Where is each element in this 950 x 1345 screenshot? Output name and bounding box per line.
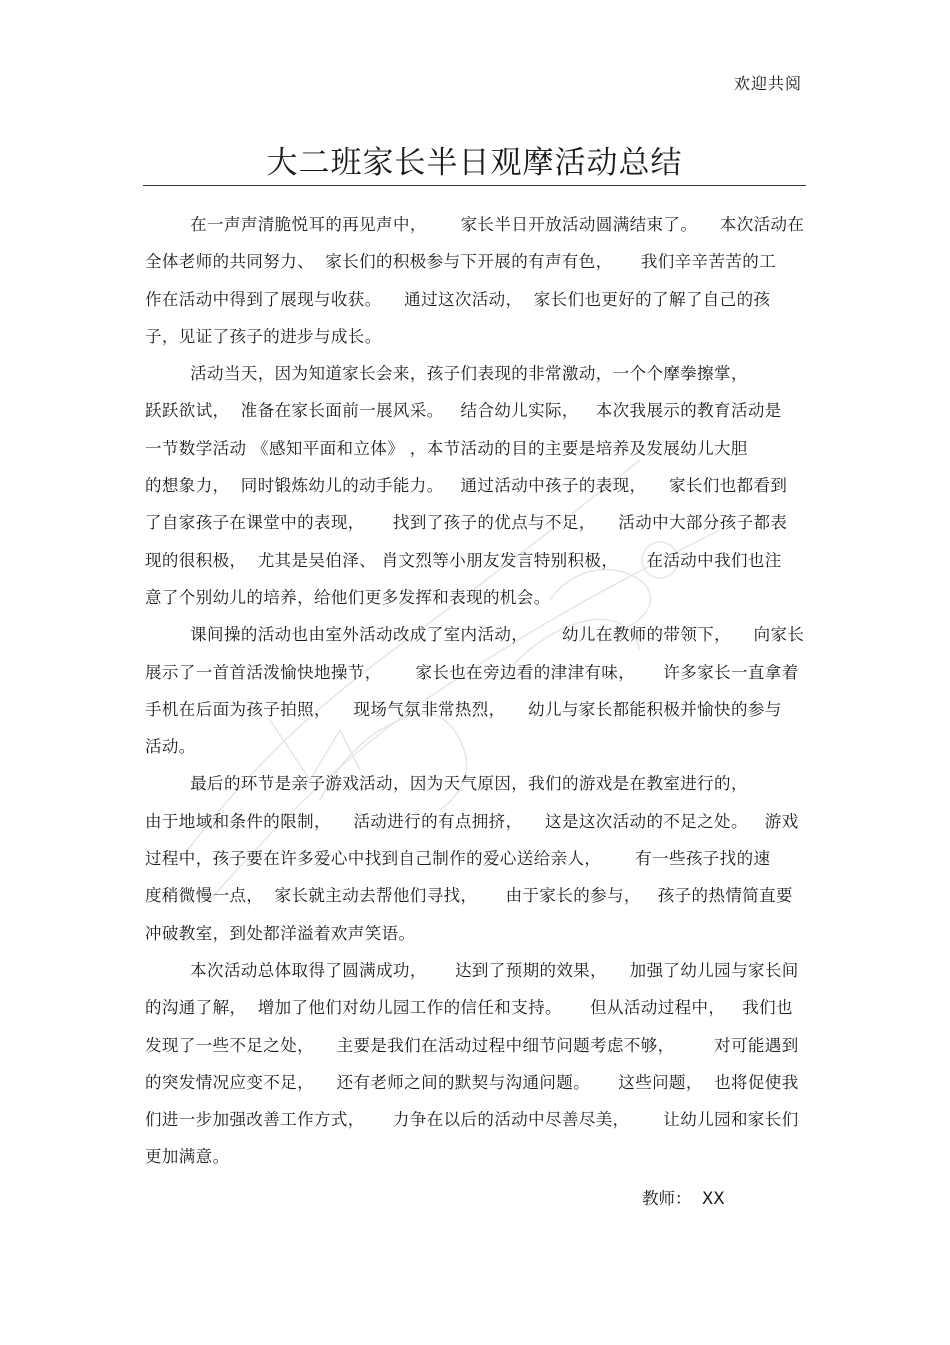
header-note: 欢迎共阅 — [733, 74, 802, 93]
body-line: 意了个别幼儿的培养，给他们更多发挥和表现的机会。 — [145, 587, 551, 607]
body-line: 的沟通了解， 增加了他们对幼儿园工作的信任和支持。 但从活动过程中， 我们也 — [145, 998, 793, 1018]
body-line: 由于地域和条件的限制， 活动进行的有点拥挤， 这是这次活动的不足之处。 游戏 — [145, 811, 799, 831]
document-body — [145, 206, 805, 1176]
body-line: 活动。 — [145, 737, 196, 757]
body-line: 作在活动中得到了展现与收获。 通过这次活动， 家长们也更好的了解了自己的孩 — [145, 289, 771, 309]
body-line: 现的很积极， 尤其是吴伯泽、 肖文烈等小朋友发言特别积极， 在活动中我们也注 — [145, 550, 782, 570]
signature: 教师： XX — [642, 1189, 725, 1208]
body-line: 过程中，孩子要在许多爱心中找到自己制作的爱心送给亲人， 有一些孩子找的速 — [145, 849, 771, 869]
document-title: 大二班家长半日观摩活动总结 — [266, 145, 683, 181]
body-line: 最后的环节是亲子游戏活动，因为天气原因，我们的游戏是在教室进行的， — [145, 774, 748, 794]
body-line: 课间操的活动也由室外活动改成了室内活动， 幼儿在教师的带领下， 向家长 — [145, 625, 805, 645]
body-line: 的想象力， 同时锻炼幼儿的动手能力。 通过活动中孩子的表现， 家长们也都看到 — [145, 476, 788, 496]
body-line: 手机在后面为孩子拍照， 现场气氛非常热烈， 幼儿与家长都能积极并愉快的参与 — [145, 699, 782, 719]
body-line: 的突发情况应变不足， 还有老师之间的默契与沟通问题。 这些问题， 也将促使我 — [145, 1072, 799, 1092]
body-line: 度稍微慢一点， 家长就主动去帮他们寻找， 由于家长的参与， 孩子的热情简直要 — [145, 886, 793, 906]
body-line: 展示了一首首活泼愉快地操节， 家长也在旁边看的津津有味， 许多家长一直拿着 — [145, 662, 799, 682]
body-line: 跃跃欲试， 准备在家长面前一展风采。 结合幼儿实际， 本次我展示的教育活动是 — [145, 401, 782, 421]
body-line: 更加满意。 — [145, 1147, 230, 1167]
body-line: 在一声声清脆悦耳的再见声中， 家长半日开放活动圆满结束了。 本次活动在 — [145, 215, 805, 234]
body-line: 冲破教室，到处都洋溢着欢声笑语。 — [145, 923, 416, 943]
body-line: 活动当天，因为知道家长会来，孩子们表现的非常激动，一个个摩拳擦掌， — [145, 364, 748, 384]
body-line: 一节数学活动 《感知平面和立体》 ，本节活动的目的主要是培养及发展幼儿大胆 — [145, 438, 748, 458]
body-line: 们进一步加强改善工作方式， 力争在以后的活动中尽善尽美， 让幼儿园和家长们 — [145, 1110, 799, 1130]
body-line: 子，见证了孩子的进步与成长。 — [145, 326, 382, 346]
title-divider — [143, 185, 806, 186]
body-line: 本次活动总体取得了圆满成功， 达到了预期的效果， 加强了幼儿园与家长间 — [145, 960, 799, 980]
body-line: 了自家孩子在课堂中的表现， 找到了孩子的优点与不足， 活动中大部分孩子都表 — [145, 513, 788, 533]
body-line: 全体老师的共同努力、 家长们的积极参与下开展的有声有色， 我们辛辛苦苦的工 — [145, 252, 777, 272]
body-line: 发现了一些不足之处， 主要是我们在活动过程中细节问题考虑不够， 对可能遇到 — [145, 1035, 799, 1055]
